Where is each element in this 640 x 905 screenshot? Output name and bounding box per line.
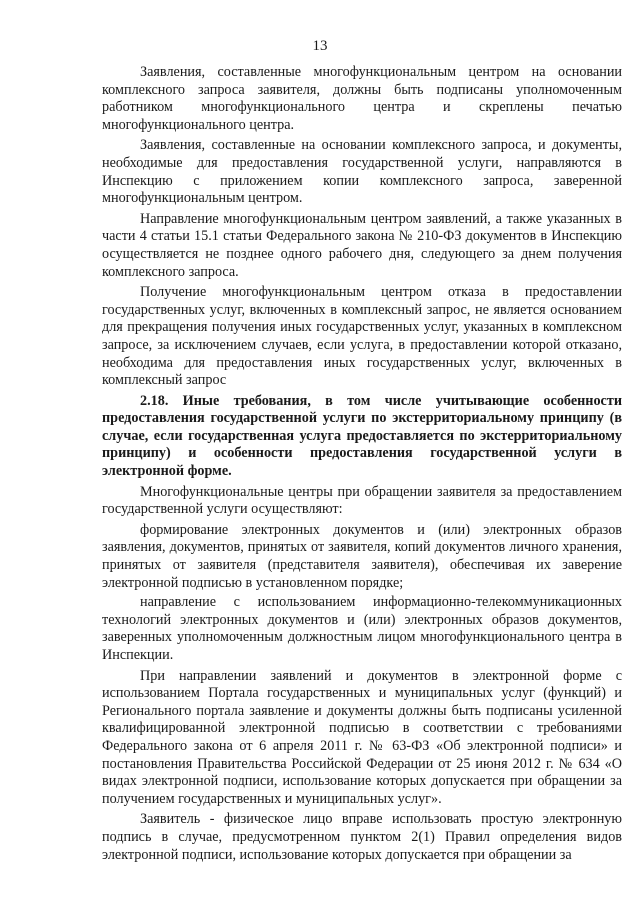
section-heading-2-18: 2.18. Иные требования, в том числе учитывающие особенности предоставления государственной услуги по экстерриториальному принципу (в случае, если государственная услуга предоставляется по экстерриториальному принципу) и особенности предоставления государственной услуги в электронной форме. <box>102 392 622 480</box>
paragraph-10: Заявитель - физическое лицо вправе использовать простую электронную подпись в случае, предусмотренном пунктом 2(1) Правил определения видов электронной подписи, использование которых допускается при обращении за <box>102 811 622 863</box>
document-body <box>102 64 622 867</box>
paragraph-7: формирование электронных документов и (или) электронных образов заявления, документов, принятых от заявителя, копий документов личного хранения, принятых от заявителя (представителя заявителя), обеспечивая их заверение электронной подписью в установленном порядке; <box>102 521 622 591</box>
page-number: 13 <box>312 38 328 54</box>
paragraph-9: При направлении заявлений и документов в электронной форме с использованием Портала государственных и муниципальных услуг (функций) и Регионального портала заявление и документы должны быть подписаны усиленной квалифицированной электронной подписью в соответствии с требованиями Федерального закона от 6 апреля 2011 г. № 63-ФЗ «Об электронной подписи» и постановления Правительства Российской Федерации от 25 июня 2012 г. № 634 «О видах электронной подписи, использование которых допускается при обращении за получением государственных и муниципальных услуг». <box>102 667 622 807</box>
paragraph-2: Заявления, составленные на основании комплексного запроса, и документы, необходимые для предоставления государственной услуги, направляются в Инспекцию с приложением копии комплексного запроса, заверенной многофункциональным центром. <box>102 137 622 207</box>
paragraph-1: Заявления, составленные многофункциональным центром на основании комплексного запроса заявителя, должны быть подписаны уполномоченным работником многофункционального центра и скреплены печатью многофункционального центра. <box>102 64 622 133</box>
paragraph-8: направление с использованием информационно-телекоммуникационных технологий электронных документов и (или) электронных образов документов, заверенных уполномоченным должностным лицом многофункционального центра в Инспекции. <box>102 594 622 663</box>
paragraph-3: Направление многофункциональным центром заявлений, а также указанных в части 4 статьи 15.1 статьи Федерального закона № 210-ФЗ документов в Инспекцию осуществляется не позднее одного рабочего дня, следующего за днем получения комплексного запроса. <box>102 210 622 280</box>
paragraph-6: Многофункциональные центры при обращении заявителя за предоставлением государственной услуги осуществляют: <box>102 483 622 518</box>
paragraph-4: Получение многофункциональным центром отказа в предоставлении государственных услуг, включенных в комплексный запрос, не является основанием для прекращения получения иных государственных услуг, указанных в комплексном запросе, за исключением случаев, если услуга, в предоставлении которой отказано, необходима для предоставления иных государственных услуг, включенных в комплексный запрос <box>102 284 622 389</box>
